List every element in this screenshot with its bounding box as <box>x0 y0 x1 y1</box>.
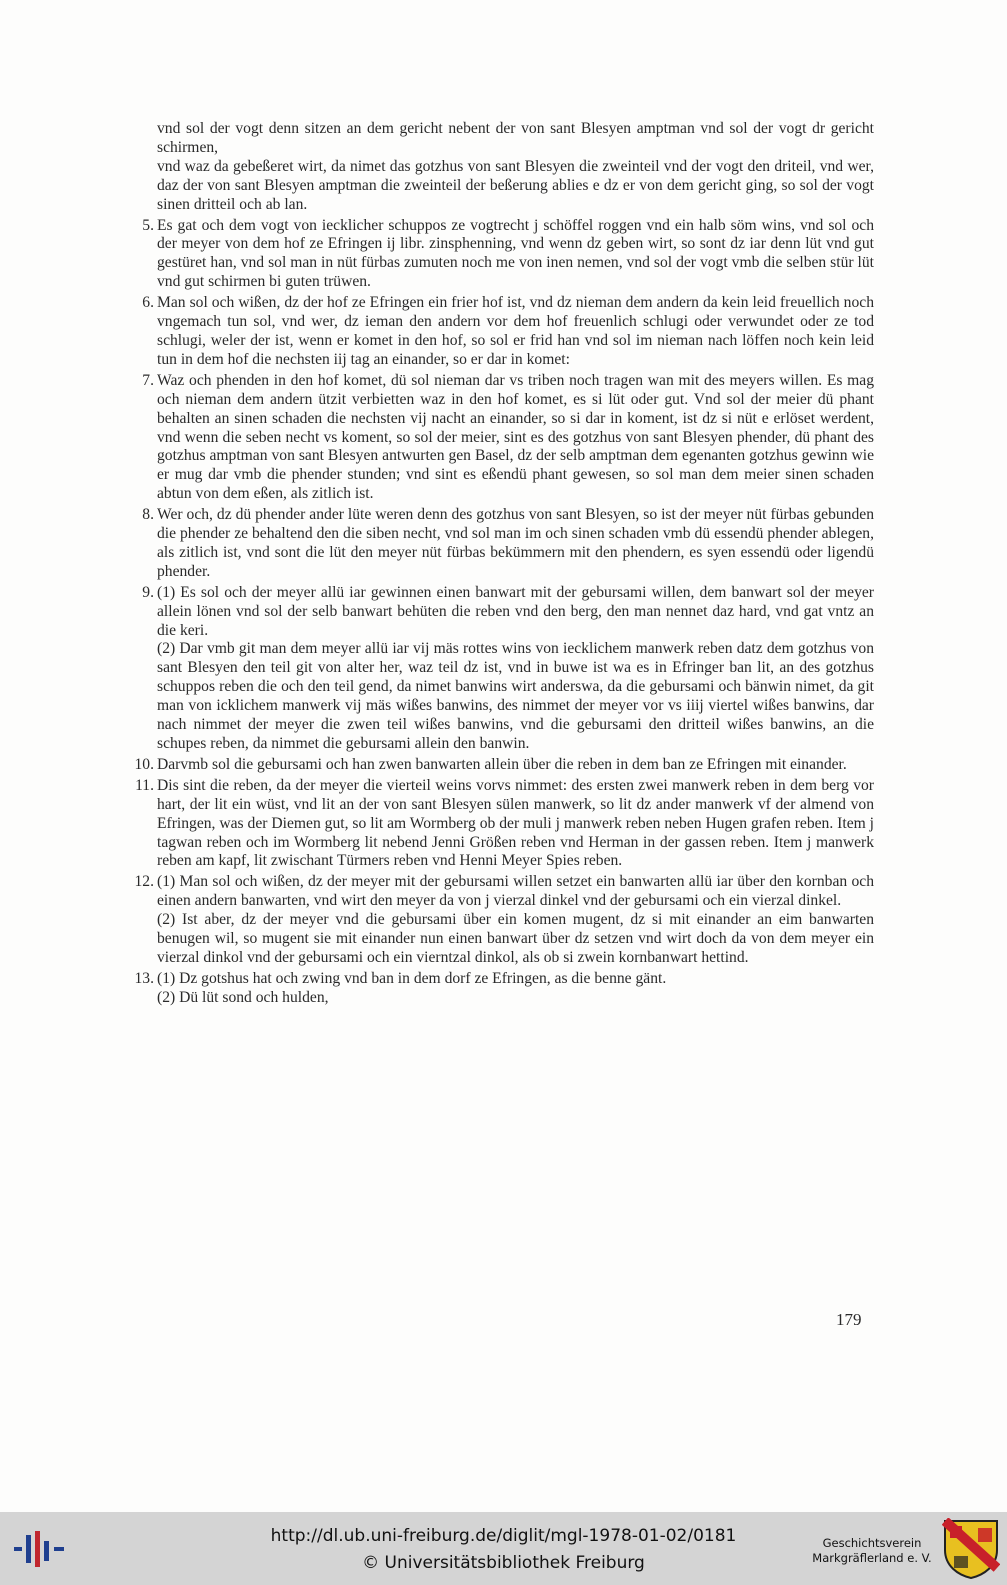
footer-url-link[interactable]: http://dl.ub.uni-freiburg.de/diglit/mgl-1978-01-02/0181 <box>270 1526 737 1546</box>
paragraph-text: (2) Dü lüt sond och hulden, <box>157 988 329 1006</box>
paragraph-text: (1) Es sol och der meyer allü iar gewinnen einen banwart mit der gebursami willen, dem banwart sol der meyer allein lönen vnd sol der selb banwart behüten die reben vnd den berg, den man nennet daz hard, vnd gat vntz an die keri. <box>157 583 874 639</box>
paragraph-7 <box>134 372 874 504</box>
paragraph-12 <box>134 873 874 968</box>
paragraph-text: (2) Dar vmb git man dem meyer allü iar vij mäs rottes wins von iecklichem manwerk reben datz dem gotzhus von sant Blesyen den teil git von alter her, waz teil dz ist, vnd in buwe ist wa es in Efringer ban lit, an des gotzhus schuppos reben die och den teil gend, da nimet banwins wirt anderswa, da die gebursami och bänwin nimet, da git man von icklichem manwerk vij mäs wißes banwins, des nimmet der meyer vor vs iiij viertel wißes banwins, dar nach nimmet der meyer die zwen teil wißes banwins, vnd die gebursami den dritteil wißes banwins, an die schupes reben, da nimmet die gebursami allein den banwin. <box>157 640 874 752</box>
paragraph-text: Wer och, dz dü phender ander lüte weren denn des gotzhus von sant Blesyen, so ist der meyer nüt fürbas gebunden die phender ze behaltend den die siben necht, vnd sol man im och sinen schaden vmb dü essendü phender ablegen, als zitlich ist, vnd sont die lüt den meyer nüt fürbas bekümmern mit den phendern, es syen essendü oder ligendü phender. <box>157 506 874 580</box>
paragraph-9 <box>134 584 874 754</box>
paragraph-number: 7. <box>142 371 154 389</box>
paragraph-text: Darvmb sol die gebursami och han zwen banwarten allein über die reben in dem ban ze Efringen mit einander. <box>157 755 847 773</box>
paragraph-number: 13. <box>134 969 154 987</box>
numbered-paragraphs <box>134 217 874 1008</box>
paragraph-number: 10. <box>134 755 154 773</box>
footer-bar <box>0 1512 1007 1585</box>
intro-text: vnd sol der vogt denn sitzen an dem gericht nebent der von sant Blesyen amptman vnd sol der vogt dr gericht schirmen, <box>157 120 874 156</box>
paragraph-number: 12. <box>134 873 154 891</box>
page-number: 179 <box>836 1310 862 1329</box>
footer-copyright: © Universitätsbibliothek Freiburg <box>362 1553 645 1573</box>
paragraph-6 <box>134 294 874 370</box>
paragraph-5 <box>134 217 874 293</box>
paragraph-text: (1) Man sol och wißen, dz der meyer mit der gebursami willen setzet ein banwarten allü iar über den kornban och einen andern banwarten, vnd wirt den meyer da von j vierzal dinkel vnd der gebursami och ein vierzal dinkel. <box>157 873 874 910</box>
paragraph-10 <box>134 756 874 775</box>
paragraph-number: 6. <box>142 294 154 312</box>
society-line-1: Geschichtsverein <box>822 1536 922 1550</box>
society-line-2: Markgräflerland e. V. <box>812 1551 932 1565</box>
paragraph-number: 5. <box>142 216 154 234</box>
paragraph-text: Dis sint die reben, da der meyer die vierteil weins vorvs nimmet: des ersten zwei manwerk reben in dem berg vor hart, der lit ein wüst, vnd lit an der von sant Blesyen sülen manwerk, so lit dz ander manwerk vf der almend von Efringen, was der Diemen gut, so lit am Wormberg ob der muli j manwerk reben neben Hugen grafen reben. Item j tagwan reben och im Wormberg lit nebend Jenni Größen reben vnd Herman in der gassen reben. Item j manwerk reben am kapf, lit zwischant Türmers reben vnd Henni Meyer Spies reben. <box>157 776 874 870</box>
paragraph-text: (2) Ist aber, dz der meyer vnd die gebursami über ein komen mugent, dz si mit einander an eim banwarten benugen wil, so mugent sie mit einander nun einen banwart über dz setzen vnd wirt doch da von dem meyer ein vierzal dinkol vnd der gebursami och ein vierntzal dinkol, als ob si zwein kornbanwart hettind. <box>157 911 874 966</box>
paragraph-8 <box>134 506 874 582</box>
paragraph-text: (1) Dz gotshus hat och zwing vnd ban in dem dorf ze Efringen, as die benne gänt. <box>157 969 667 987</box>
intro-text: vnd waz da gebeßeret wirt, da nimet das gotzhus von sant Blesyen die zweinteil vnd der vogt den driteil, vnd wer, daz der von sant Blesyen amptman die zweinteil der beßerung ablies e dz er von dem gericht ging, so sol der vogt sinen dritteil och ab lan. <box>157 157 874 213</box>
paragraph-number: 9. <box>142 583 154 601</box>
paragraph-text: Es gat och dem vogt von iecklicher schuppos ze vogtrecht j schöffel roggen vnd ein halb söm wins, vnd sol och der meyer von dem hof ze Efringen ij libr. zinsphenning, vnd wenn dz geben wirt, so sont dz iar denn lüt vnd gut gestüret han, vnd sol man in nüt fürbas zumuten noch me von inen nemen, vnd sol der vogt vmb die selben stür lüt vnd gut schirmen bi guten trüwen. <box>157 216 874 291</box>
paragraph-number: 11. <box>135 776 154 794</box>
intro-paragraph <box>157 120 874 215</box>
paragraph-11 <box>134 777 874 872</box>
society-name[interactable] <box>812 1536 932 1566</box>
paragraph-text: Man sol och wißen, dz der hof ze Efringen ein frier hof ist, vnd dz nieman dem andern da kein leid freuellich noch vngemach tun sol, vnd wer, dz ieman den andern vor dem hof freuenlich schlugi oder verwundet oder ze tod schlugi, weler der ist, wenn er komet in den hof, so sol er frid han vnd sol im nieman nach löffen noch kein leid tun in dem hof die nechsten iij tag an einander, so er dar in komet: <box>157 294 874 368</box>
body-text <box>134 120 874 1008</box>
paragraph-text: Waz och phenden in den hof komet, dü sol nieman dar vs triben noch tragen wan mit des meyers willen. Es mag och nieman dem andern ützit verbietten waz in den hof komet, es si lüt oder gut. Vnd sol der meier dü phant behalten an sinen schaden die nechsten vij nacht an einander, so si dar in koment, ist dz si nüt e erlöset werdent, vnd wenn die seben necht vs koment, so sol der meier, sint es des gotzhus von sant Blesyen phender, dü phant des gotzhus amptman von sant Blesyen antwurten gen Basel, dz der selb amptman dem egenanten gotzhus gewinn wie er mug dar vmb die phender stunden; vnd sint es eßendü phant gewesen, so sol man dem meier sinen schaden abtun von dem eßen, als zitlich ist. <box>157 371 874 503</box>
society-crest-icon[interactable] <box>942 1518 1000 1580</box>
paragraph-13 <box>134 970 874 1008</box>
paragraph-number: 8. <box>142 506 154 524</box>
